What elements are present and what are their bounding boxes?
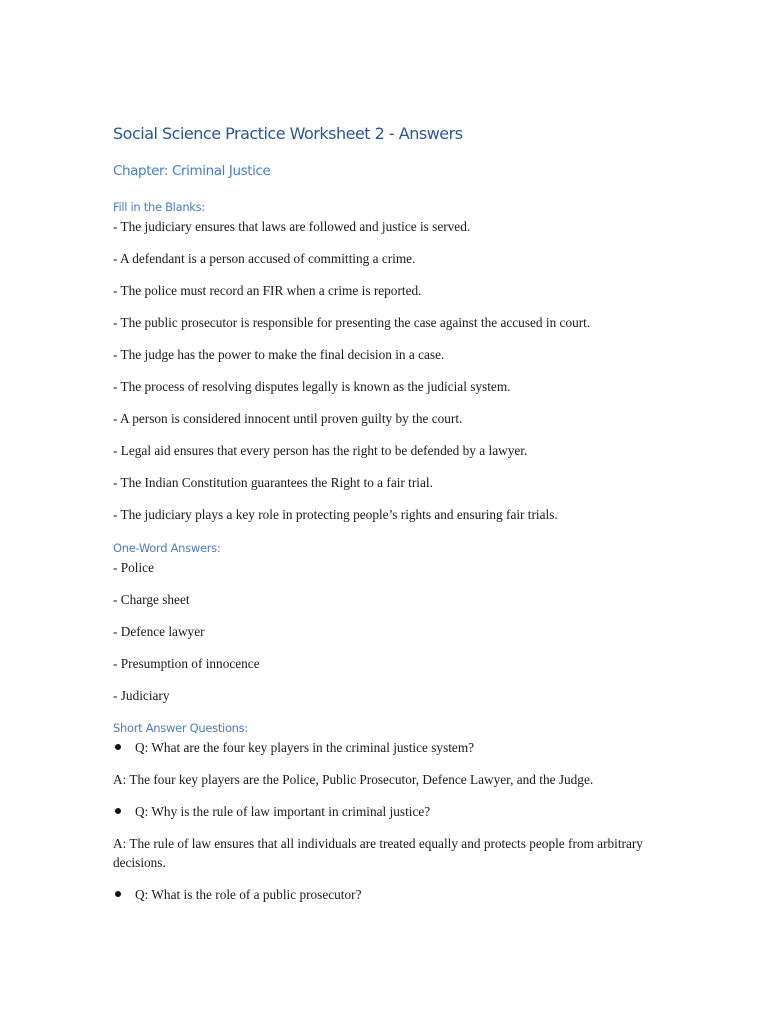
page-title: Social Science Practice Worksheet 2 - Answers <box>113 124 463 143</box>
bullet-icon <box>115 891 121 897</box>
fill-blank-item: - Legal aid ensures that every person has the right to be defended by a lawyer. <box>113 443 528 458</box>
fill-in-the-blanks-heading: Fill in the Blanks: <box>113 200 205 214</box>
fill-blank-item: - The Indian Constitution guarantees the Right to a fair trial. <box>113 475 433 490</box>
bullet-icon <box>115 808 121 814</box>
question-1 <box>113 739 475 757</box>
fill-blank-item: - The judiciary ensures that laws are followed and justice is served. <box>113 219 471 234</box>
bullet-icon <box>115 744 121 750</box>
answer-2: A: The rule of law ensures that all individuals are treated equally and protects people from arbitrary decisions. <box>113 836 643 870</box>
fill-blank-item: - The judiciary plays a key role in protecting people’s rights and ensuring fair trials. <box>113 507 558 522</box>
question-3 <box>113 886 362 904</box>
one-word-item: - Presumption of innocence <box>113 656 260 671</box>
short-answer-questions-heading: Short Answer Questions: <box>113 721 248 735</box>
one-word-item: - Charge sheet <box>113 592 190 607</box>
one-word-item: - Judiciary <box>113 688 170 703</box>
question-2 <box>113 803 431 821</box>
fill-blank-item: - The public prosecutor is responsible for presenting the case against the accused in court. <box>113 315 591 330</box>
fill-blank-item: - The police must record an FIR when a crime is reported. <box>113 283 422 298</box>
fill-blank-item: - The judge has the power to make the final decision in a case. <box>113 347 445 362</box>
one-word-item: - Police <box>113 560 154 575</box>
fill-blank-item: - The process of resolving disputes legally is known as the judicial system. <box>113 379 511 394</box>
one-word-answers-heading: One-Word Answers: <box>113 541 221 555</box>
question-text: Q: What are the four key players in the criminal justice system? <box>135 740 475 755</box>
fill-blank-item: - A person is considered innocent until proven guilty by the court. <box>113 411 463 426</box>
fill-blank-item: - A defendant is a person accused of committing a crime. <box>113 251 416 266</box>
question-text: Q: Why is the rule of law important in criminal justice? <box>135 804 431 819</box>
question-text: Q: What is the role of a public prosecutor? <box>135 887 362 902</box>
one-word-item: - Defence lawyer <box>113 624 205 639</box>
chapter-heading: Chapter: Criminal Justice <box>113 163 271 179</box>
answer-1: A: The four key players are the Police, Public Prosecutor, Defence Lawyer, and the Judge. <box>113 772 594 787</box>
